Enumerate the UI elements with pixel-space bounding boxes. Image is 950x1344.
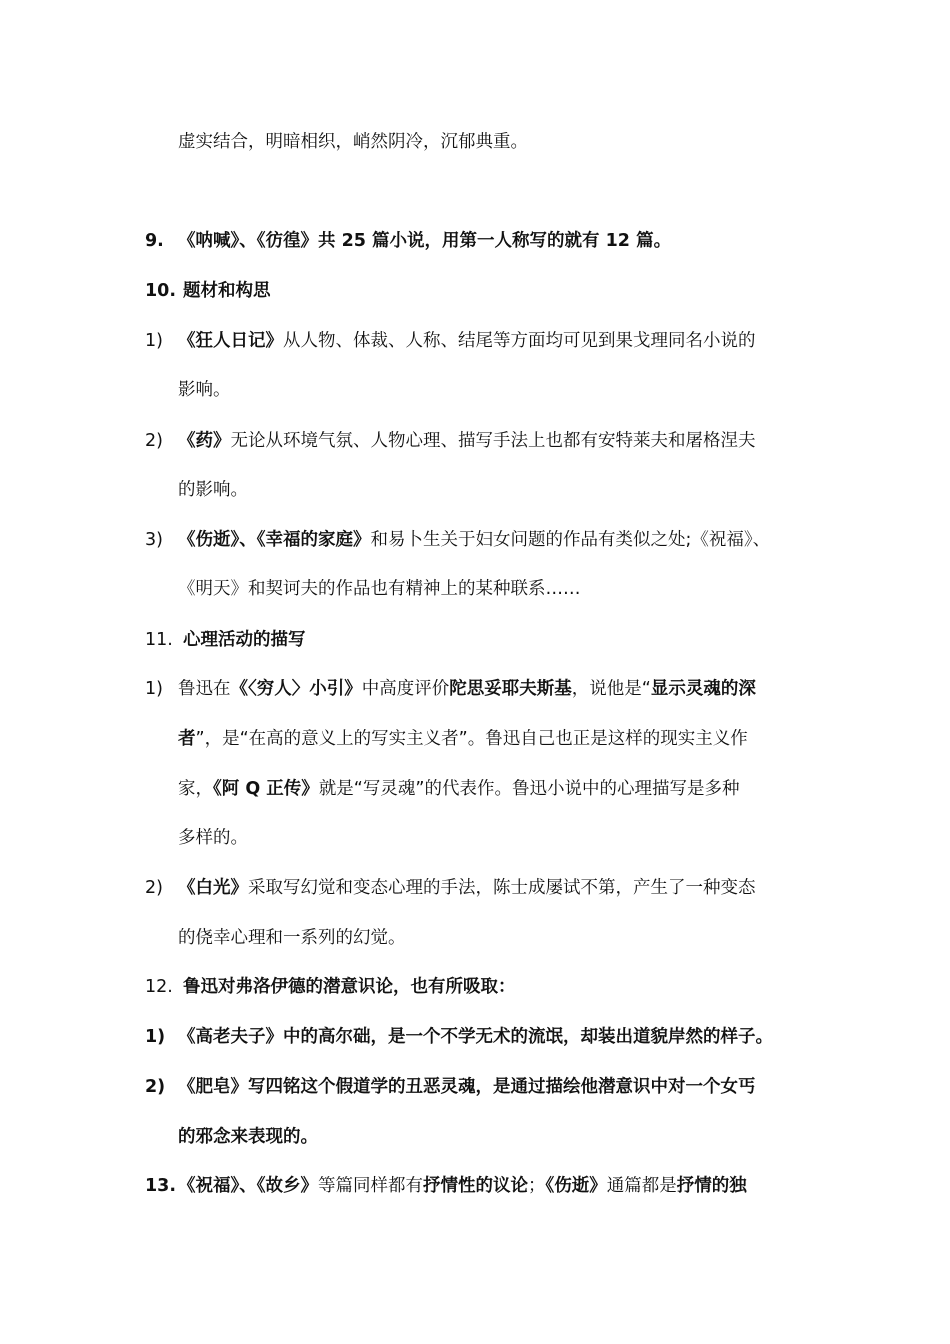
- list-number: 2): [145, 1077, 166, 1097]
- list-item-line: 影响。: [178, 380, 231, 400]
- emphasis: 抒情性的议论: [423, 1176, 528, 1196]
- list-item-line: [178, 777, 739, 801]
- work-title: 《伤逝》: [545, 1176, 607, 1196]
- work-title: 《伤逝》、《幸福的家庭》: [178, 530, 371, 550]
- text-run: 通篇都是: [606, 1176, 677, 1196]
- list-item-line: 多样的。: [178, 828, 248, 848]
- emphasis: 抒情的独: [676, 1176, 747, 1196]
- work-title: 《祝福》、《故乡》: [178, 1176, 318, 1196]
- list-item-line: [178, 876, 756, 900]
- list-item-line: [178, 677, 756, 701]
- section-number: 10.: [145, 281, 177, 301]
- work-title: 《狂人日记》: [178, 331, 283, 351]
- paragraph-line: [178, 130, 528, 154]
- list-item-text: 和易卜生关于妇女问题的作品有类似之处;《祝福》、: [370, 530, 771, 550]
- work-title: 《阿 Q 正传》: [213, 779, 319, 799]
- text-run: 鲁迅在: [178, 679, 231, 699]
- section-heading: 鲁迅对弗洛伊德的潜意识论，也有所吸取：: [183, 977, 516, 997]
- list-item-line: 的影响。: [178, 480, 248, 500]
- list-item-text: 采取写幻觉和变态心理的手法，陈士成屡试不第，产生了一种变态: [248, 878, 756, 898]
- text-run: ；: [528, 1176, 546, 1196]
- quote-emphasis: 者: [178, 729, 196, 749]
- list-item-line: 《高老夫子》中的高尔础，是一个不学无术的流氓，却装出道貌岸然的样子。: [178, 1027, 773, 1047]
- text-run: 中高度评价: [361, 679, 450, 699]
- text-run: 就是“写灵魂”的代表作。鲁迅小说中的心理描写是多种: [318, 779, 740, 799]
- author-name: 陀思妥耶夫斯基: [449, 679, 572, 699]
- list-item-line: [178, 1174, 747, 1198]
- paragraph-text: 虚实结合，明暗相织，峭然阴冷，沉郁典重。: [178, 132, 528, 152]
- work-title: 《药》: [178, 431, 231, 451]
- list-number: 1): [145, 679, 163, 699]
- work-title: 《白光》: [178, 878, 248, 898]
- item-9-text: 《呐喊》、《彷徨》共 25 篇小说，用第一人称写的就有 12 篇。: [178, 231, 672, 251]
- item-number: 9.: [145, 231, 164, 251]
- list-number: 3): [145, 530, 163, 550]
- section-heading: 心理活动的描写: [183, 630, 306, 650]
- list-item-line: [178, 528, 770, 552]
- text-run: 家，: [178, 779, 213, 799]
- list-number: 2): [145, 878, 163, 898]
- list-item-line: 《肥皂》写四铭这个假道学的丑恶灵魂，是通过描绘他潜意识中对一个女丐: [178, 1077, 756, 1097]
- work-title: 《〈穷人〉小引》: [230, 679, 362, 699]
- list-item-line: [178, 429, 756, 453]
- list-number: 1): [145, 331, 163, 351]
- text-run: ，说他是“: [571, 679, 651, 699]
- list-item-text: 无论从环境气氛、人物心理、描写手法上也都有安特莱夫和屠格涅夫: [230, 431, 756, 451]
- list-item-line: [178, 329, 756, 353]
- quote-emphasis: 显示灵魂的深: [650, 679, 756, 699]
- section-number: 11.: [145, 630, 173, 650]
- section-number: 12.: [145, 977, 173, 997]
- section-heading: 题材和构思: [183, 281, 271, 301]
- list-item-line: 《明天》和契诃夫的作品也有精神上的某种联系……: [178, 579, 581, 599]
- list-item-line: 的侥幸心理和一系列的幻觉。: [178, 928, 406, 948]
- list-number: 1): [145, 1027, 166, 1047]
- list-item-line: 的邪念来表现的。: [178, 1127, 318, 1147]
- text-run: ”，是“在高的意义上的写实主义者”。鲁迅自己也正是这样的现实主义作: [195, 729, 748, 749]
- list-item-text: 从人物、体裁、人称、结尾等方面均可见到果戈理同名小说的: [283, 331, 756, 351]
- list-item-line: [178, 727, 748, 751]
- section-number: 13.: [145, 1176, 177, 1196]
- text-run: 等篇同样都有: [318, 1176, 423, 1196]
- list-number: 2): [145, 431, 163, 451]
